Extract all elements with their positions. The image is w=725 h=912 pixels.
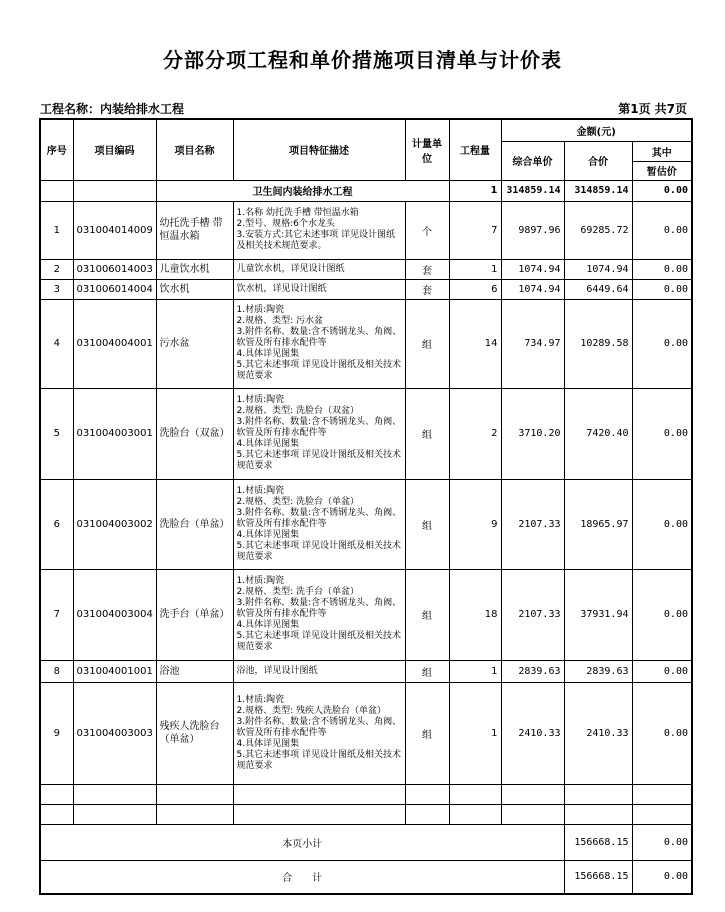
row-desc-line: 浴池，详见设计图纸 xyxy=(236,665,318,676)
bill-table xyxy=(39,118,693,895)
row-code: 031004001001 xyxy=(73,660,156,682)
row-desc-line: 1.材质:陶瓷 xyxy=(236,576,285,586)
table-row xyxy=(40,569,692,660)
row-qty: 9 xyxy=(449,479,501,569)
grand-total-total: 156668.15 xyxy=(564,860,632,894)
table-row xyxy=(40,279,692,299)
row-desc-line: 2.规格、类型: 洗脸台（双盆） xyxy=(236,406,359,416)
blank-row xyxy=(40,784,692,804)
row-provisional: 0.00 xyxy=(632,479,692,569)
row-code: 031004003002 xyxy=(73,479,156,569)
header-code: 项目编码 xyxy=(73,119,156,180)
row-unit: 组 xyxy=(405,299,449,388)
row-provisional: 0.00 xyxy=(632,388,692,479)
row-desc-line: 2.规格、类型: 污水盆 xyxy=(236,316,323,326)
row-total: 37931.94 xyxy=(564,569,632,660)
page-total: 共7页 xyxy=(654,102,687,116)
row-desc-line: 1.材质:陶瓷 xyxy=(236,395,285,405)
row-seq: 3 xyxy=(40,279,73,299)
row-unit-price: 2839.63 xyxy=(501,660,564,682)
row-desc-line: 1.名称 幼托洗手槽 带恒温水箱 xyxy=(236,208,359,218)
row-total: 1074.94 xyxy=(564,259,632,279)
row-desc-line: 5.其它未述事项 详见设计图纸及相关技术规范要求 xyxy=(236,631,401,652)
row-provisional: 0.00 xyxy=(632,201,692,259)
row-provisional: 0.00 xyxy=(632,569,692,660)
header-desc: 项目特征描述 xyxy=(233,119,405,180)
row-desc xyxy=(233,299,405,388)
row-desc-line: 2.规格、类型: 残疾人洗脸台（单盆） xyxy=(236,705,386,716)
row-qty: 6 xyxy=(449,279,501,299)
row-desc-line: 2.型号、规格:6个水龙头 xyxy=(236,219,335,229)
table-row xyxy=(40,479,692,569)
row-seq: 4 xyxy=(40,299,73,388)
row-code: 031006014003 xyxy=(73,259,156,279)
page-current: 第1页 xyxy=(618,102,651,116)
row-qty: 1 xyxy=(449,259,501,279)
row-code: 031004003001 xyxy=(73,388,156,479)
header-amount: 金额(元) xyxy=(501,119,692,141)
project-name: 内装给排水工程 xyxy=(100,102,185,116)
table-row xyxy=(40,660,692,682)
row-code: 031004004001 xyxy=(73,299,156,388)
row-unit: 组 xyxy=(405,479,449,569)
grand-total-label: 合 计 xyxy=(40,860,564,894)
row-desc-line: 儿童饮水机，详见设计图纸 xyxy=(236,263,345,274)
row-qty: 1 xyxy=(449,660,501,682)
row-qty: 1 xyxy=(449,682,501,784)
row-desc xyxy=(233,682,405,784)
row-desc-line: 4.具体详见图集 xyxy=(236,738,300,749)
row-desc-line: 3.安装方式:其它未述事项 详见设计图纸及相关技术规范要求。 xyxy=(236,230,395,251)
header-qty: 工程量 xyxy=(449,119,501,180)
row-desc-line: 3.附件名称、数量:含不锈钢龙头、角阀、软管及所有排水配件等 xyxy=(236,507,402,529)
row-unit: 组 xyxy=(405,682,449,784)
section-row xyxy=(40,180,692,201)
subtotal-row xyxy=(40,824,692,860)
row-name: 洗手台（单盆） xyxy=(156,569,233,660)
row-desc-line: 1.材质:陶瓷 xyxy=(236,305,285,315)
row-qty: 7 xyxy=(449,201,501,259)
row-provisional: 0.00 xyxy=(632,299,692,388)
row-total: 10289.58 xyxy=(564,299,632,388)
table-row xyxy=(40,682,692,784)
header-name: 项目名称 xyxy=(156,119,233,180)
row-seq: 2 xyxy=(40,259,73,279)
row-desc xyxy=(233,279,405,299)
row-unit-price: 2107.33 xyxy=(501,479,564,569)
row-desc-line: 1.材质:陶瓷 xyxy=(236,694,285,705)
row-qty: 18 xyxy=(449,569,501,660)
row-name: 浴池 xyxy=(156,660,233,682)
row-desc xyxy=(233,479,405,569)
row-seq: 8 xyxy=(40,660,73,682)
row-unit-price: 1074.94 xyxy=(501,279,564,299)
row-unit: 组 xyxy=(405,388,449,479)
row-desc-line: 4.具体详见图集 xyxy=(236,349,300,359)
row-name: 幼托洗手槽 带恒温水箱 xyxy=(156,201,233,259)
table-row xyxy=(40,388,692,479)
row-unit-price: 9897.96 xyxy=(501,201,564,259)
row-unit: 套 xyxy=(405,279,449,299)
section-total: 314859.14 xyxy=(564,180,632,201)
row-total: 6449.64 xyxy=(564,279,632,299)
row-seq: 7 xyxy=(40,569,73,660)
row-name: 饮水机 xyxy=(156,279,233,299)
page-title: 分部分项工程和单价措施项目清单与计价表 xyxy=(163,48,562,72)
row-desc-line: 3.附件名称、数量:含不锈钢龙头、角阀、软管及所有排水配件等 xyxy=(236,716,402,738)
section-name: 卫生间内装给排水工程 xyxy=(156,180,449,201)
row-provisional: 0.00 xyxy=(632,682,692,784)
row-unit: 组 xyxy=(405,569,449,660)
row-desc xyxy=(233,569,405,660)
row-code: 031004003003 xyxy=(73,682,156,784)
row-seq: 9 xyxy=(40,682,73,784)
row-desc xyxy=(233,660,405,682)
row-desc-line: 4.具体详见图集 xyxy=(236,529,300,540)
row-desc-line: 2.规格、类型: 洗脸台（单盆） xyxy=(236,496,359,507)
row-qty: 2 xyxy=(449,388,501,479)
row-total: 18965.97 xyxy=(564,479,632,569)
blank-row xyxy=(40,804,692,824)
table-row xyxy=(40,259,692,279)
table-row xyxy=(40,201,692,259)
row-total: 2410.33 xyxy=(564,682,632,784)
row-desc xyxy=(233,201,405,259)
table-row xyxy=(40,299,692,388)
row-seq: 5 xyxy=(40,388,73,479)
header-unit-price: 综合单价 xyxy=(501,141,564,180)
row-unit-price: 2410.33 xyxy=(501,682,564,784)
header-seq: 序号 xyxy=(40,119,73,180)
row-desc-line: 5.其它未述事项 详见设计图纸及相关技术规范要求 xyxy=(236,749,401,771)
row-desc-line: 饮水机，详见设计图纸 xyxy=(236,283,327,294)
row-unit: 套 xyxy=(405,259,449,279)
row-unit-price: 3710.20 xyxy=(501,388,564,479)
subtotal-total: 156668.15 xyxy=(564,824,632,860)
row-total: 69285.72 xyxy=(564,201,632,259)
header-provisional: 暂估价 xyxy=(632,161,692,180)
row-name: 洗脸台（单盆） xyxy=(156,479,233,569)
row-provisional: 0.00 xyxy=(632,279,692,299)
row-desc-line: 1.材质:陶瓷 xyxy=(236,485,285,496)
row-total: 2839.63 xyxy=(564,660,632,682)
header-total: 合价 xyxy=(564,141,632,180)
section-provisional: 0.00 xyxy=(632,180,692,201)
row-total: 7420.40 xyxy=(564,388,632,479)
row-unit: 个 xyxy=(405,201,449,259)
row-name: 儿童饮水机 xyxy=(156,259,233,279)
header-unit: 计量单位 xyxy=(405,119,449,180)
row-desc-line: 3.附件名称、数量:含不锈钢龙头、角阀、软管及所有排水配件等 xyxy=(236,417,402,438)
row-code: 031004014009 xyxy=(73,201,156,259)
grand-total-row xyxy=(40,860,692,894)
row-desc-line: 5.其它未述事项 详见设计图纸及相关技术规范要求 xyxy=(236,450,401,471)
row-desc-line: 5.其它未述事项 详见设计图纸及相关技术规范要求 xyxy=(236,540,401,562)
project-label: 工程名称： xyxy=(40,102,101,116)
row-seq: 1 xyxy=(40,201,73,259)
row-name: 污水盆 xyxy=(156,299,233,388)
row-provisional: 0.00 xyxy=(632,660,692,682)
header-of-which: 其中 xyxy=(632,141,692,161)
row-desc xyxy=(233,259,405,279)
row-desc-line: 4.具体详见图集 xyxy=(236,620,300,630)
row-qty: 14 xyxy=(449,299,501,388)
row-code: 031004003004 xyxy=(73,569,156,660)
row-name: 洗脸台（双盆） xyxy=(156,388,233,479)
row-desc xyxy=(233,388,405,479)
project-name-line xyxy=(40,100,184,117)
row-seq: 6 xyxy=(40,479,73,569)
row-desc-line: 4.具体详见图集 xyxy=(236,439,300,449)
grand-total-provisional: 0.00 xyxy=(632,860,692,894)
row-unit: 组 xyxy=(405,660,449,682)
row-desc-line: 3.附件名称、数量:含不锈钢龙头、角阀、软管及所有排水配件等 xyxy=(236,598,402,619)
row-name: 残疾人洗脸台（单盆） xyxy=(156,682,233,784)
section-unit-price: 314859.14 xyxy=(501,180,564,201)
subtotal-provisional: 0.00 xyxy=(632,824,692,860)
row-desc-line: 2.规格、类型: 洗手台（单盆） xyxy=(236,587,359,597)
row-unit-price: 734.97 xyxy=(501,299,564,388)
row-provisional: 0.00 xyxy=(632,259,692,279)
row-unit-price: 2107.33 xyxy=(501,569,564,660)
page-indicator xyxy=(614,100,687,117)
row-desc-line: 5.其它未述事项 详见设计图纸及相关技术规范要求 xyxy=(236,360,401,381)
row-code: 031006014004 xyxy=(73,279,156,299)
row-desc-line: 3.附件名称、数量:含不锈钢龙头、角阀、软管及所有排水配件等 xyxy=(236,327,402,348)
section-qty: 1 xyxy=(449,180,501,201)
row-unit-price: 1074.94 xyxy=(501,259,564,279)
subtotal-label: 本页小计 xyxy=(40,824,564,860)
